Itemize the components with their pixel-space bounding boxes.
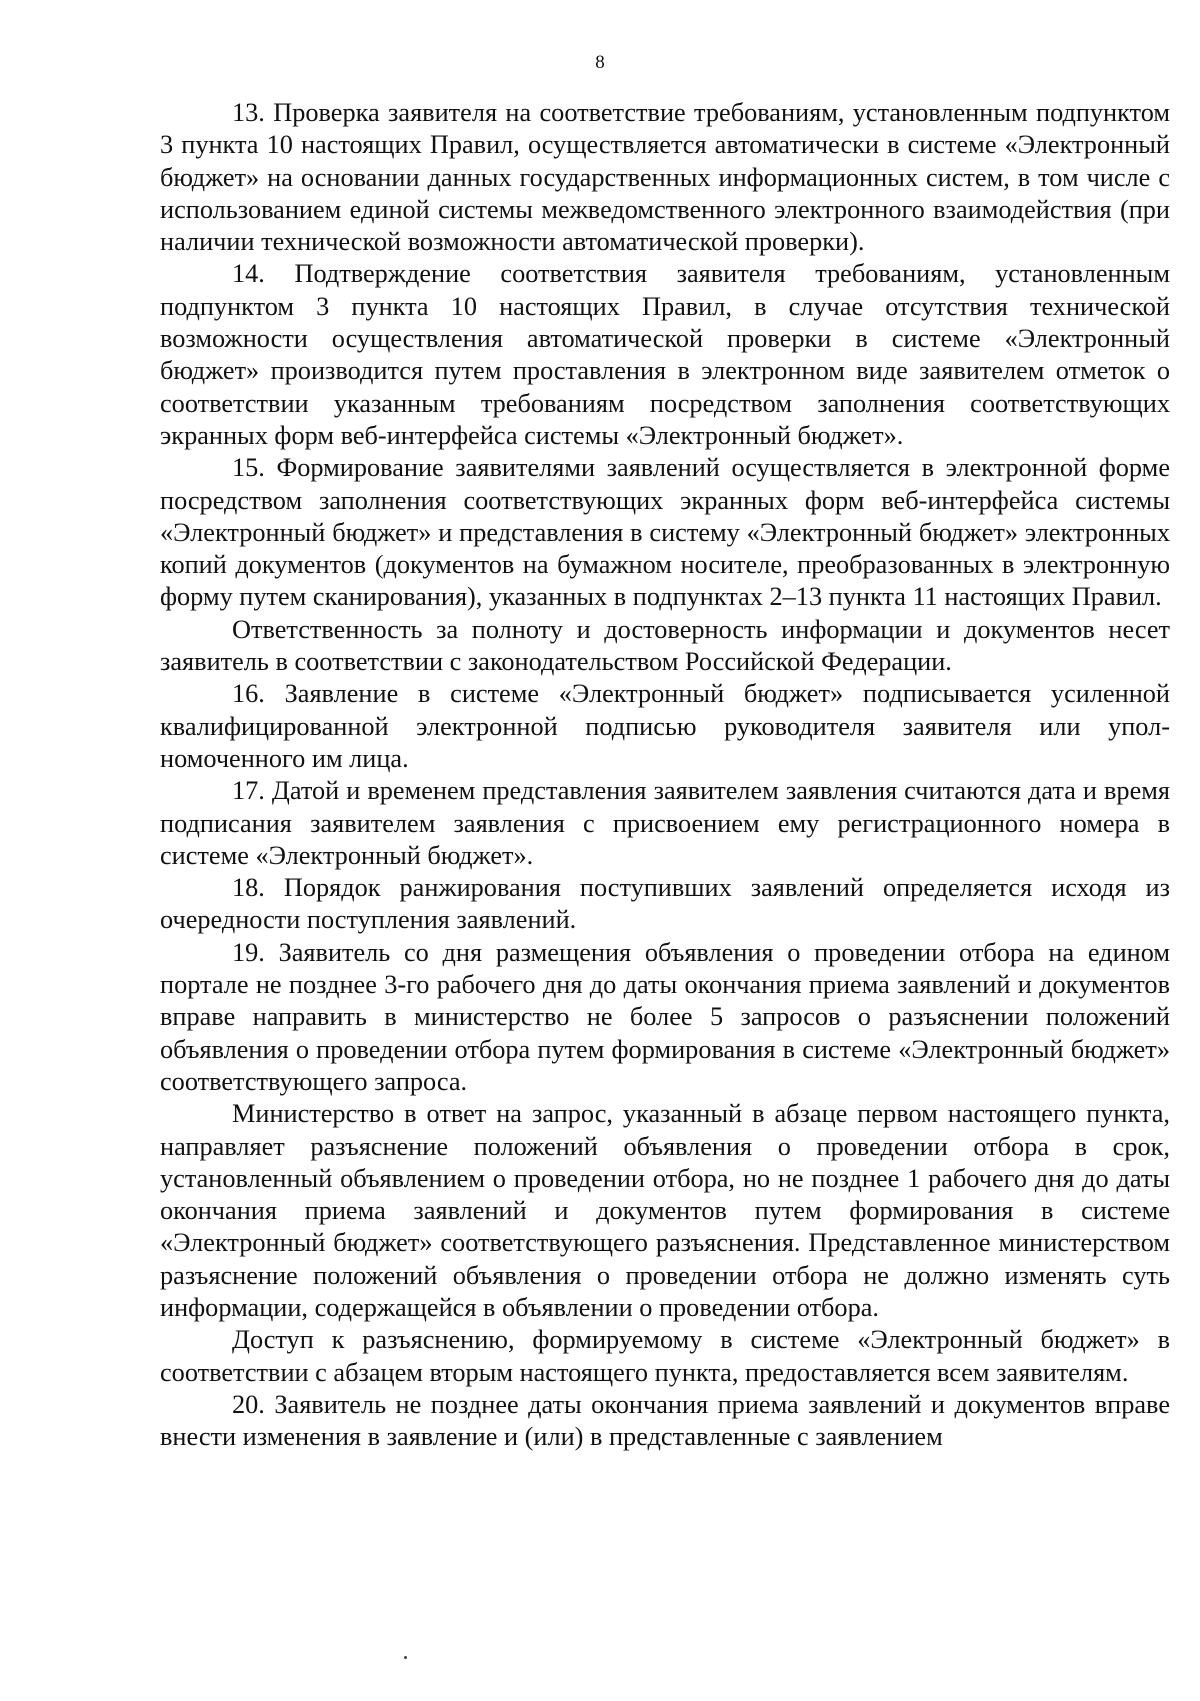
paragraph-17: 17. Датой и временем представления заявителем заявления считаются дата и время подписания заявителем заявления с присвоением ему регистрационного номера в системе «Электронный бюджет». xyxy=(160,776,1170,870)
paragraph-18: 18. Порядок ранжирования поступивших заявлений определяется исходя из очередности поступления заявлений. xyxy=(160,873,1170,935)
paragraph-20: 20. Заявитель не позднее даты окончания приема заявлений и документов вправе внести изменения в заявление и (или) в представленные с заявлением xyxy=(160,1389,1170,1452)
paragraph-14: 14. Подтверждение соответствия заявителя требованиям, установленным подпунктом 3 пункта 10 настоящих Правил, в случае отсутствия технической возможности осуществления автоматической проверки в системе «Электронный бюджет» производится путем проставления в электронном виде заявителем отметок о соответствии указанным требованиям посредством заполнения соответствующих экранных форм веб-интерфейса системы «Электронный бюджет». xyxy=(160,259,1170,450)
paragraph-13: 13. Проверка заявителя на соответствие требованиям, установленным подпунктом 3 пункта 10 настоящих Правил, осуществляется автоматически в системе «Электронный бюджет» на основании данных государственных информационных систем, в том числе с использованием единой системы межведомственного электронного взаимодействия (при наличии технической возможности автоматической проверки). xyxy=(160,98,1170,257)
paragraph-16: 16. Заявление в системе «Электронный бюджет» подписывается усиленной квалифицированной электронной подписью руководителя заявителя или уполномоченного им лица. xyxy=(160,679,1170,773)
paragraph-15: 15. Формирование заявителями заявлений осуществляется в электронной форме посредством заполнения соответствующих экранных форм веб-интерфейса системы «Электронный бюджет» и представления в систему «Электронный бюджет» электронных копий документов (документов на бумажном носителе, преобразованных в электронную форму путем сканирования), указанных в подпунктах 2–13 пункта 11 настоящих Правил. xyxy=(160,453,1170,612)
document-body xyxy=(160,97,1170,1453)
paragraph-ministry-response: Министерство в ответ на запрос, указанный в абзаце первом настоящего пункта, направляет разъяснение положений объявления о проведении отбора в срок, установленный объявлением о проведении отбора, но не позднее 1 рабочего дня до даты окончания приема заявлений и документов путем формирования в системе «Электронный бюджет» соответствующего разъяснения. Представленное министерством разъяснение положений объявления о проведении отбора не должно изменять суть информации, содержащейся в объявлении о проведении отбора. xyxy=(160,1099,1170,1322)
paragraph-responsibility: Ответственность за полноту и достоверность информации и документов несет заявитель в соответствии с законодательством Российской Федерации. xyxy=(160,614,1170,677)
paragraph-19: 19. Заявитель со дня размещения объявления о проведении отбора на едином портале не позднее 3-го рабочего дня до даты окончания приема заявлений и документов вправе направить в министерство не более 5 запросов о разъяснении положений объявления о проведении отбора путем формирования в системе «Электронный бюджет» соответствующего запроса. xyxy=(160,937,1170,1096)
page-number: 8 xyxy=(595,52,605,73)
paragraph-access: Доступ к разъяснению, формируемому в системе «Электронный бюджет» в соответствии с абзацем вторым настоящего пункта, предоставляется всем заявителям. xyxy=(160,1325,1170,1387)
scan-artifact-dot xyxy=(404,1656,407,1659)
